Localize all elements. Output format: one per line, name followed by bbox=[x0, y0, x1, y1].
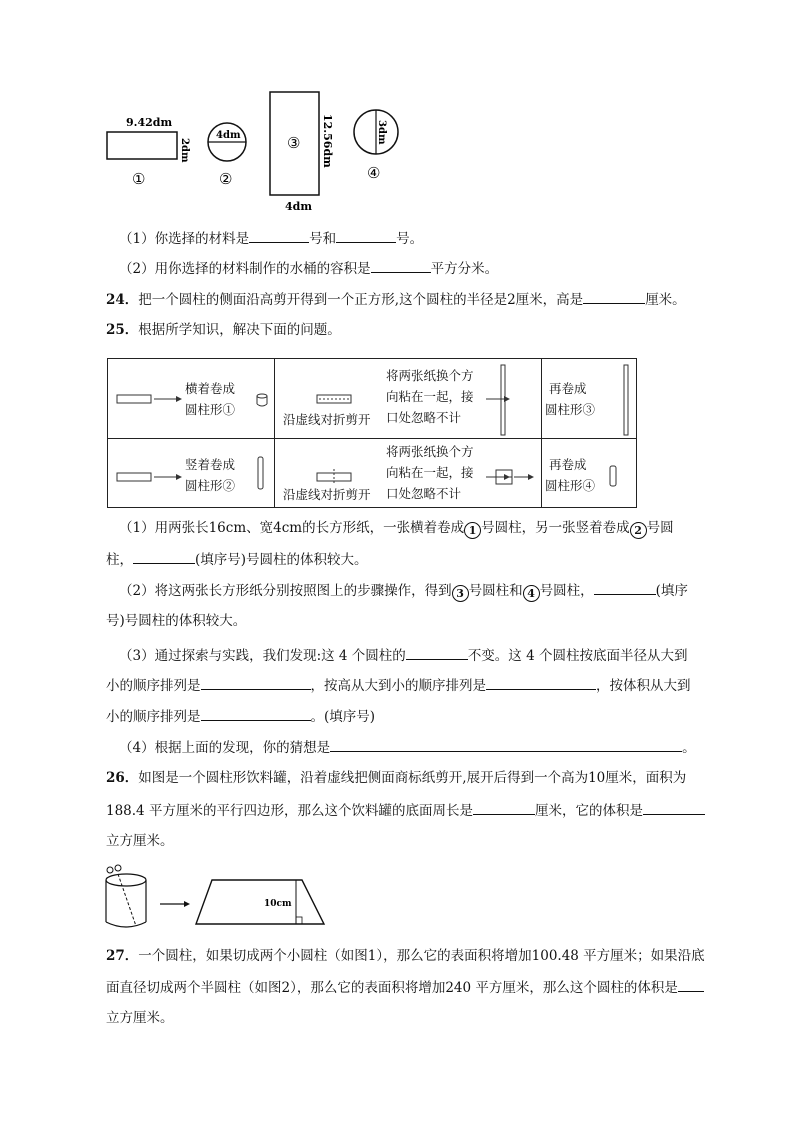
q23-part1: （1）你选择的材料是 号和 号。 bbox=[119, 228, 423, 249]
q26-blank-2[interactable] bbox=[643, 800, 705, 815]
r1-cut-text: 沿虚线对折剪开 bbox=[283, 412, 371, 427]
scissors-icon bbox=[107, 867, 113, 873]
q25-part3-line1: （3）通过探索与实践，我们发现:这 4 个圆柱的 不变。这 4 个圆柱按底面半径从大到 bbox=[119, 645, 687, 666]
r2-cut-text: 沿虚线对折剪开 bbox=[283, 487, 371, 502]
q26-line3: 立方厘米。 bbox=[106, 833, 174, 849]
q27-line3: 立方厘米。 bbox=[106, 1010, 174, 1026]
material-3-number: ③ bbox=[287, 134, 301, 152]
r1c3-text: 再卷成 圆柱形③ bbox=[545, 381, 596, 417]
material-1-height-label: 2dm bbox=[179, 138, 190, 163]
material-1-number: ① bbox=[132, 170, 146, 188]
r2c3-text: 再卷成 圆柱形④ bbox=[545, 457, 596, 493]
q25-part3-line2: 小的顺序排列是 ，按高从大到小的顺序排列是 ，按体积从大到 bbox=[106, 675, 691, 696]
q25-part2-line2: 号)号圆柱的体积较大。 bbox=[106, 613, 247, 629]
q27-blank[interactable] bbox=[678, 977, 704, 992]
r1c2-text: 将两张纸换个方 向粘在一起，接 口处忽略不计 bbox=[386, 368, 474, 425]
q27-line2: 面直径切成两个半圆柱（如图2），那么它的表面积将增加240 平方厘米，那么这个圆柱的体积是 bbox=[106, 977, 704, 998]
material-4-number: ④ bbox=[367, 164, 381, 182]
q24: 24．把一个圆柱的侧面沿高剪开得到一个正方形,这个圆柱的半径是2厘米，高是 厘米。 bbox=[106, 289, 686, 310]
q25-part2-line1: （2）将这两张长方形纸分别按照图上的步骤操作，得到 3 号圆柱和 4 号圆柱， (填序 bbox=[119, 580, 688, 602]
q25-part4: （4）根据上面的发现，你的猜想是 。 bbox=[119, 737, 696, 758]
q25-p2-blank[interactable] bbox=[594, 580, 656, 595]
materials-figure bbox=[100, 88, 420, 216]
q25-steps-table bbox=[107, 358, 637, 508]
q25-p4-blank[interactable] bbox=[330, 737, 682, 752]
can-unfold-figure bbox=[96, 864, 336, 934]
q26-blank-1[interactable] bbox=[473, 800, 535, 815]
r2c1-text: 竖着卷成 圆柱形② bbox=[185, 457, 236, 493]
material-2-diameter-label: 4dm bbox=[216, 130, 241, 141]
q23-blank-2[interactable] bbox=[336, 228, 396, 243]
q25-part3-line3: 小的顺序排列是 。(填序号) bbox=[106, 706, 375, 727]
material-1-width-label: 9.42dm bbox=[126, 116, 173, 129]
material-3-width-label: 4dm bbox=[285, 200, 312, 213]
material-3-height-label: 12.56dm bbox=[321, 114, 334, 168]
q25-p3-blank-2[interactable] bbox=[201, 675, 311, 690]
material-1-rectangle bbox=[107, 132, 177, 159]
q23-blank-1[interactable] bbox=[249, 228, 309, 243]
material-2-number: ② bbox=[219, 170, 233, 188]
r1c1-text: 横着卷成 圆柱形① bbox=[185, 381, 236, 417]
q25-part1-line2: 柱， (填序号)号圆柱的体积较大。 bbox=[106, 549, 368, 570]
q27-line1: 27．一个圆柱，如果切成两个小圆柱（如图1），那么它的表面积将增加100.48 平方厘米；如果沿底 bbox=[106, 948, 705, 964]
q26-line1: 26．如图是一个圆柱形饮料罐，沿着虚线把侧面商标纸剪开,展开后得到一个高为10厘米，面积为 bbox=[106, 770, 687, 786]
q26-line2: 188.4 平方厘米的平行四边形，那么这个饮料罐的底面周长是 厘米，它的体积是 bbox=[106, 800, 705, 821]
q23-part2: （2）用你选择的材料制作的水桶的容积是 平方分米。 bbox=[119, 258, 498, 279]
q23-blank-3[interactable] bbox=[371, 258, 431, 273]
height-label: 10cm bbox=[264, 899, 292, 909]
q25-p3-blank-1[interactable] bbox=[406, 645, 468, 660]
r2c2-text: 将两张纸换个方 向粘在一起，接 口处忽略不计 bbox=[386, 444, 474, 501]
material-4-diameter-label: 3dm bbox=[376, 120, 387, 145]
q25-part1-line1: （1）用两张长16cm、宽4cm的长方形纸，一张横着卷成 1 号圆柱，另一张竖着卷成 2 号圆 bbox=[119, 520, 674, 537]
q25-p3-blank-4[interactable] bbox=[201, 706, 311, 721]
q25-p3-blank-3[interactable] bbox=[486, 675, 596, 690]
q24-blank[interactable] bbox=[583, 289, 645, 304]
q25-heading: 25．根据所学知识，解决下面的问题。 bbox=[106, 322, 341, 338]
q25-p1-blank[interactable] bbox=[133, 549, 195, 564]
